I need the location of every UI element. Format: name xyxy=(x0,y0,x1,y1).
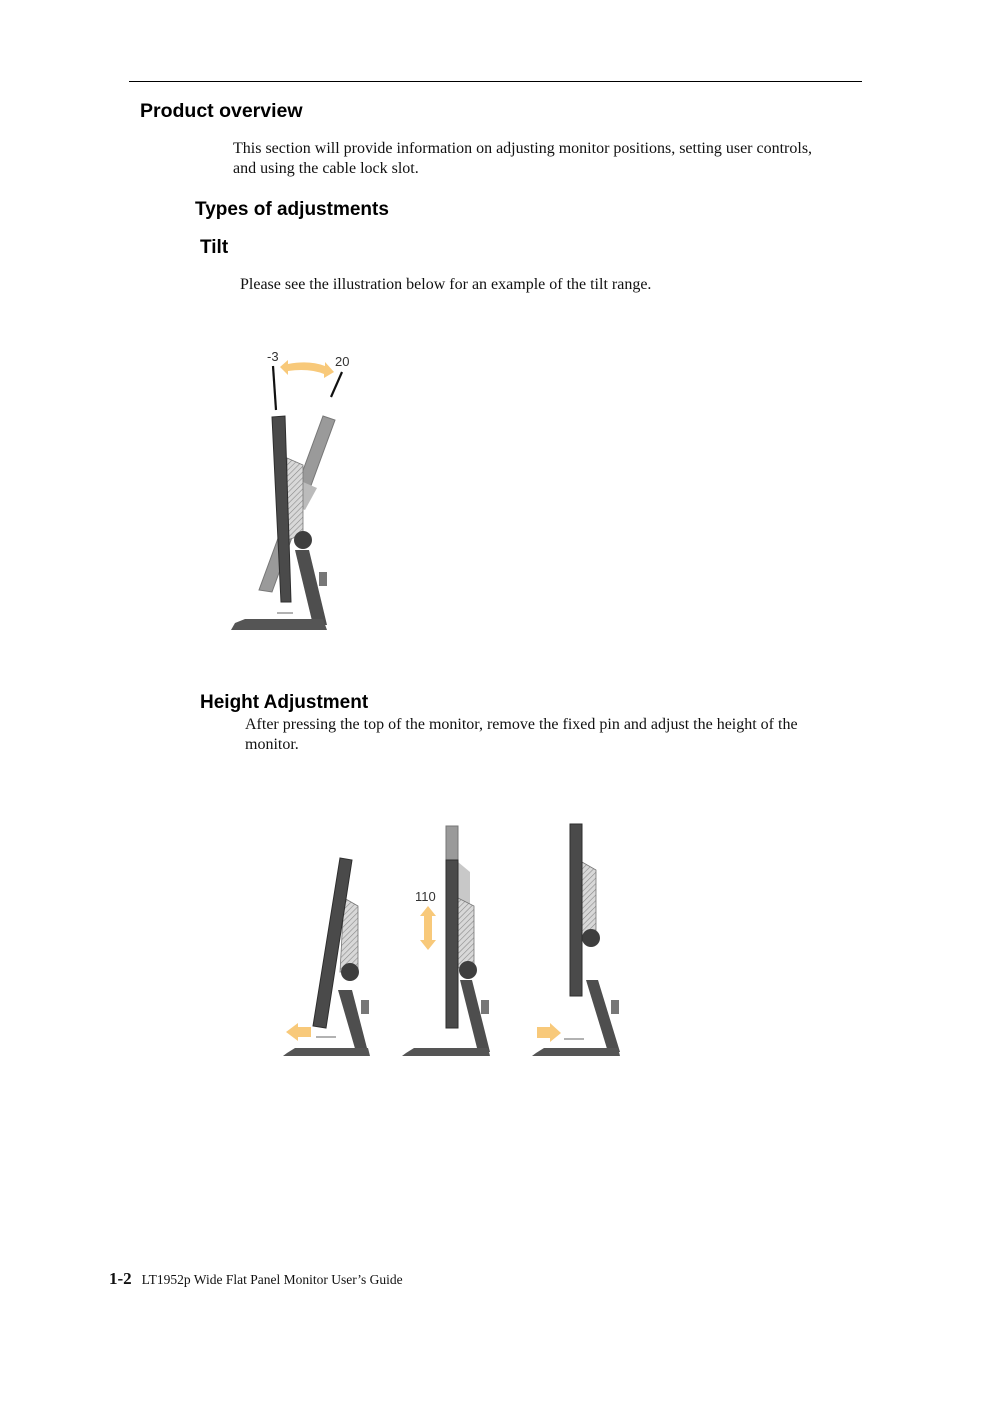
page-footer xyxy=(109,1269,403,1289)
tilt-illustration xyxy=(225,340,375,640)
adjustments-heading: Types of adjustments xyxy=(195,199,389,220)
tilt-max-label: 20 xyxy=(335,354,350,369)
height-monitor-right xyxy=(532,824,620,1056)
guide-title: LT1952p Wide Flat Panel Monitor User’s Guide xyxy=(141,1272,403,1287)
tilt-min-label: -3 xyxy=(267,349,279,364)
hinge-block xyxy=(287,458,303,540)
height-heading: Height Adjustment xyxy=(200,692,369,713)
page-number: 1-2 xyxy=(109,1269,132,1288)
header-rule xyxy=(129,81,862,82)
move-right-arrow xyxy=(537,1023,561,1042)
height-range-arrow xyxy=(420,906,436,950)
height-range-label: 110 xyxy=(415,889,436,904)
move-left-arrow xyxy=(286,1023,311,1041)
tilt-description: Please see the illustration below for an example of the tilt range. xyxy=(240,276,652,293)
height-description: After pressing the top of the monitor, remove the fixed pin and adjust the height of the monitor. xyxy=(245,716,798,753)
tilt-min-line xyxy=(273,366,276,410)
tilt-range-arrow xyxy=(280,360,334,378)
tilt-heading: Tilt xyxy=(200,237,229,258)
height-illustration xyxy=(280,820,630,1060)
height-monitor-middle xyxy=(402,826,490,1056)
section-title: Product overview xyxy=(140,100,303,122)
hinge-pivot xyxy=(294,531,312,549)
tilt-max-line xyxy=(331,372,342,397)
section-intro: This section will provide information on adjusting monitor positions, setting user controls, and using the cable lock slot. xyxy=(233,140,813,177)
